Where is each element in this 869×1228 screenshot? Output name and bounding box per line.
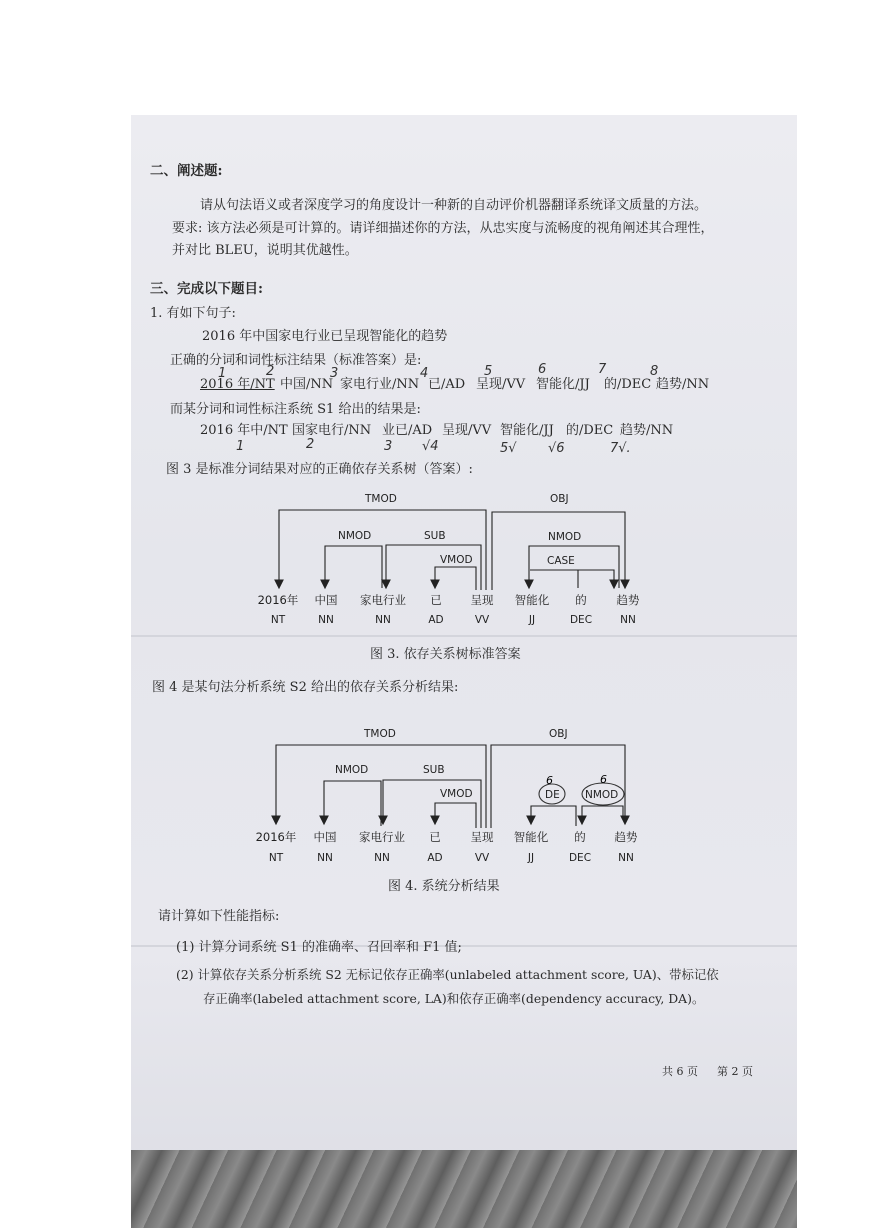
gold-number: 4	[420, 366, 429, 381]
fig3-arc-label: NMOD	[338, 530, 372, 542]
gold-token: 智能化/JJ	[536, 377, 590, 392]
s1-mark: 5√	[500, 441, 517, 456]
fig4-arc-label: SUB	[423, 764, 445, 776]
example-sentence: 2016 年中国家电行业已呈现智能化的趋势	[202, 329, 448, 344]
fig3-arc-label: NMOD	[548, 531, 582, 543]
task-2-line-1: (2) 计算依存关系分析系统 S2 无标记依存正确率(unlabeled attachment score, UA)、带标记依	[176, 967, 719, 982]
fig4-tag: NT	[268, 852, 284, 864]
gold-token: 趋势/NN	[656, 377, 710, 392]
fig4-arc-label: NMOD	[335, 764, 369, 776]
s1-mark: 7√.	[610, 441, 631, 456]
fig4-arc-label: NMOD	[585, 789, 619, 801]
fig3-arc-label: CASE	[547, 555, 575, 567]
gold-token: 2016 年/NT	[200, 377, 275, 392]
fig3-tag: NN	[375, 614, 391, 626]
section2-paragraph-3: 并对比 BLEU，说明其优越性。	[172, 243, 358, 258]
fig3-arc-label: SUB	[424, 530, 446, 542]
fig4-hand-mark: 6	[600, 773, 607, 786]
s1-token: 智能化/JJ	[500, 423, 554, 438]
section2-heading: 二、阐述题:	[150, 163, 223, 179]
fig4-word: 智能化	[513, 830, 549, 844]
fig3-tag: VV	[474, 614, 490, 626]
s1-token: 趋势/NN	[620, 423, 674, 438]
s1-token: 2016 年中/NT	[200, 423, 288, 438]
task-2-line-2: 存正确率(labeled attachment score, LA)和依存正确率(dependency accuracy, DA)。	[203, 991, 705, 1006]
fig3-tag: AD	[428, 614, 444, 626]
fig3-word: 中国	[314, 593, 338, 607]
question-1: 1. 有如下句子:	[150, 306, 236, 321]
section2-paragraph-1: 请从句法语义或者深度学习的角度设计一种新的自动评价机器翻译系统译文质量的方法。	[200, 198, 708, 213]
fig4-hand-mark: 6	[546, 774, 553, 787]
fig4-tag: VV	[474, 852, 490, 864]
fig4-tag: AD	[427, 852, 443, 864]
fig3-arc-label: TMOD	[365, 493, 397, 505]
fig4-word: 趋势	[614, 830, 638, 844]
fig4-tag: NN	[618, 852, 634, 864]
fig4-tag: DEC	[568, 852, 592, 864]
fig3-word: 趋势	[616, 593, 640, 607]
s1-mark: 1	[236, 439, 245, 454]
gold-number: 2	[266, 364, 275, 379]
fig3-tag: NN	[620, 614, 636, 626]
fig3-word: 已	[430, 593, 442, 607]
gold-token: 已/AD	[428, 377, 466, 392]
fig3-tag: NN	[318, 614, 334, 626]
gold-number: 5	[484, 364, 493, 379]
fig4-tag: NN	[317, 852, 333, 864]
gold-number: 1	[218, 366, 227, 381]
s1-token: 国家电行/NN	[292, 423, 372, 438]
fig3-word: 的	[575, 593, 587, 607]
gold-number: 7	[598, 362, 607, 377]
fig4-word: 中国	[313, 830, 337, 844]
section3-heading: 三、完成以下题目:	[150, 281, 263, 297]
fig4-arc-lines	[272, 745, 629, 828]
s1-token: 的/DEC	[566, 423, 614, 438]
fig3-tag: JJ	[528, 614, 536, 626]
fig4-arc-label: VMOD	[440, 788, 473, 800]
fig4-arc-label: TMOD	[364, 728, 396, 740]
s1-mark: √6	[548, 441, 565, 456]
s1-intro: 而某分词和词性标注系统 S1 给出的结果是:	[170, 402, 421, 417]
fig3-intro: 图 3 是标准分词结果对应的正确依存关系树（答案）:	[166, 462, 473, 477]
gold-token: 中国/NN	[280, 377, 334, 392]
fig3-arc-lines	[275, 510, 629, 590]
fig4-word: 家电行业	[359, 830, 405, 844]
fig3-arc-label: VMOD	[440, 554, 473, 566]
s1-mark: √4	[422, 439, 439, 454]
section2-paragraph-2: 要求: 该方法必须是可计算的。请详细描述你的方法，从忠实度与流畅度的视角阐述其合理性，	[172, 221, 714, 236]
s1-mark: 3	[384, 439, 393, 454]
fig4-intro: 图 4 是某句法分析系统 S2 给出的依存关系分析结果:	[152, 680, 459, 695]
fig3-word: 智能化	[514, 593, 550, 607]
page-number: 第 2 页	[717, 1065, 753, 1078]
fig3-word: 2016年	[257, 593, 299, 607]
fig4-caption: 图 4. 系统分析结果	[388, 879, 500, 894]
gold-number: 8	[650, 364, 659, 379]
fig4-word: 已	[429, 830, 441, 844]
s1-token: 业已/AD	[382, 423, 433, 438]
gold-token: 家电行业/NN	[340, 377, 420, 392]
fig3-arc-label: OBJ	[550, 493, 569, 505]
fig4-arc-label: DE	[545, 789, 560, 801]
gold-intro: 正确的分词和词性标注结果（标准答案）是:	[170, 353, 422, 368]
fig4-tag: NN	[374, 852, 390, 864]
fig4-word: 的	[574, 830, 586, 844]
page-total: 共 6 页	[662, 1065, 698, 1078]
fig3-caption: 图 3. 依存关系树标准答案	[370, 647, 521, 662]
fig3-tag: NT	[270, 614, 286, 626]
fig3-word: 家电行业	[360, 593, 406, 607]
s1-token: 呈现/VV	[442, 423, 492, 438]
gold-number: 6	[538, 362, 547, 377]
task-1: (1) 计算分词系统 S1 的准确率、召回率和 F1 值;	[176, 940, 462, 955]
fig4-word: 呈现	[470, 830, 494, 844]
fig4-word: 2016年	[255, 830, 297, 844]
fig3-tag: DEC	[569, 614, 593, 626]
s1-mark: 2	[306, 437, 315, 452]
gold-token: 的/DEC	[604, 377, 652, 392]
gold-number: 3	[330, 366, 339, 381]
fig3-word: 呈现	[470, 593, 494, 607]
tasks-intro: 请计算如下性能指标:	[158, 909, 280, 924]
fig4-arc-label: OBJ	[549, 728, 568, 740]
gold-token: 呈现/VV	[476, 377, 526, 392]
fig4-tag: JJ	[527, 852, 535, 864]
